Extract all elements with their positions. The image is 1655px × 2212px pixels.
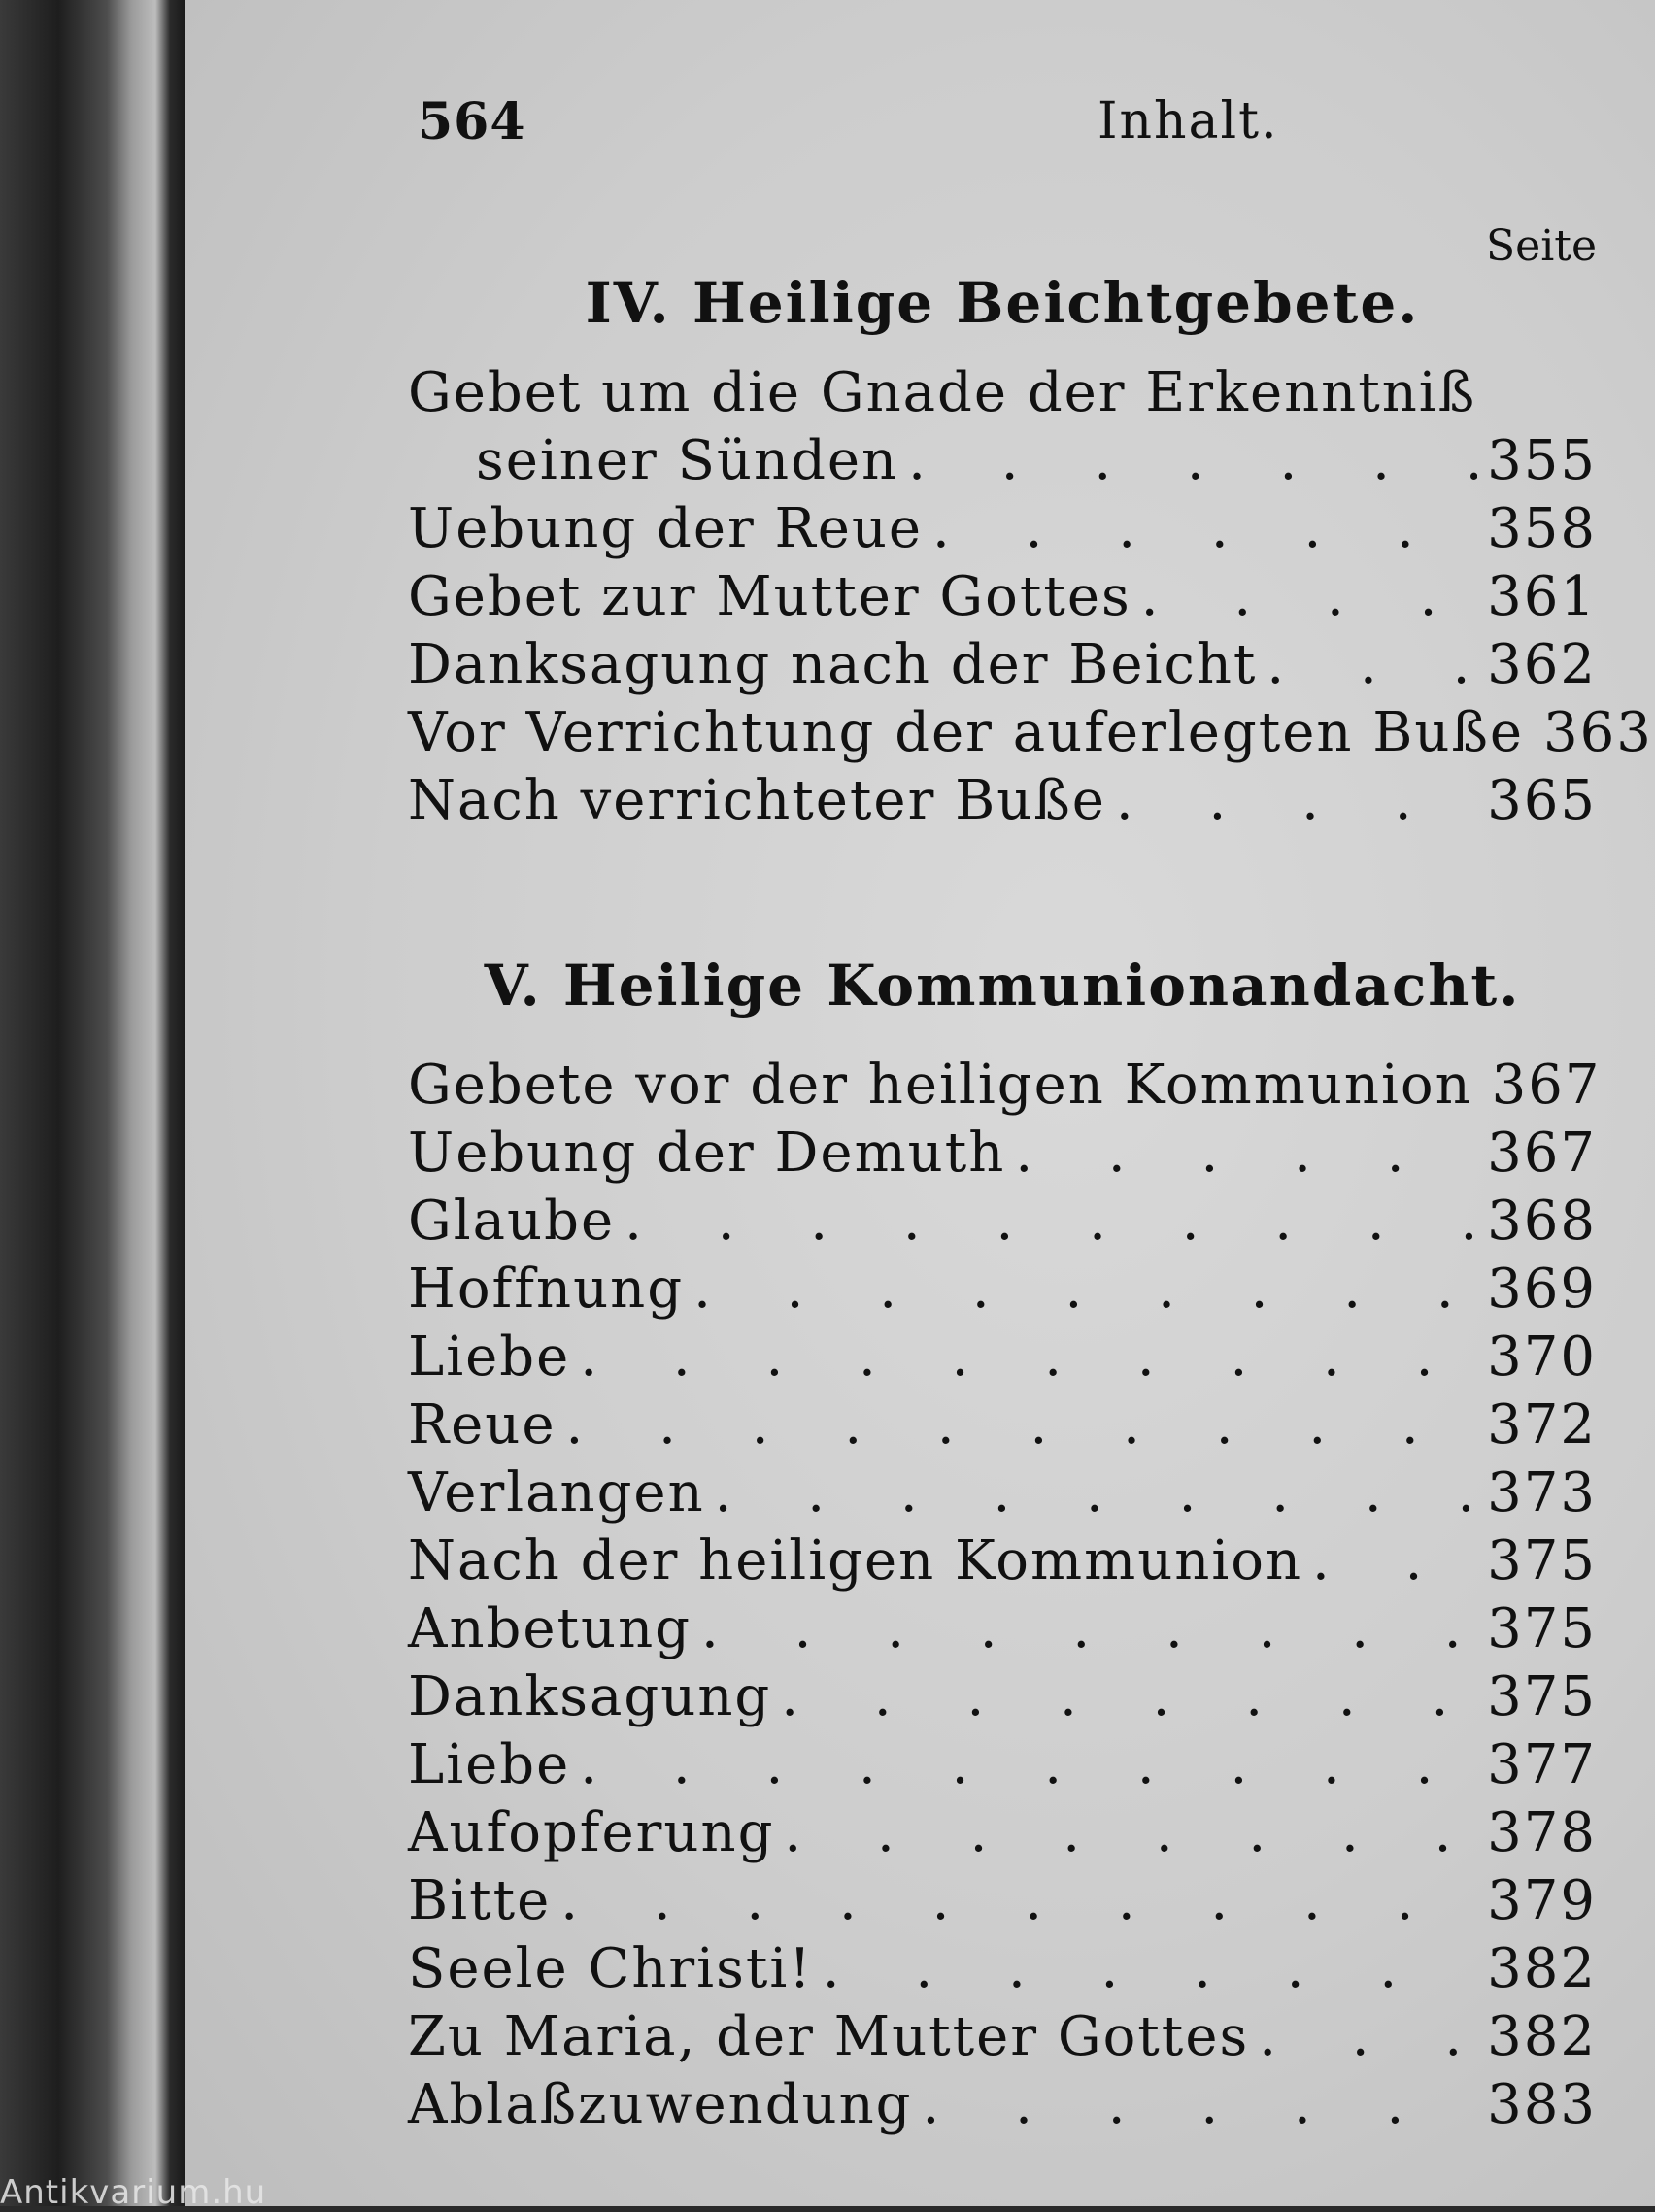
toc-entry [408,1935,1597,2003]
leader-dots [1116,767,1477,835]
toc-entry [408,359,1597,427]
toc-entry-page: 367 [1491,1054,1602,1117]
toc-entry [408,767,1597,835]
toc-entry-page: 373 [1487,1461,1597,1525]
leader-dots [1267,631,1477,699]
leader-dots [566,1391,1478,1459]
leader-dots [1312,1527,1477,1595]
toc-entry-text: Liebe [408,1325,571,1389]
leader-dots [784,1799,1477,1867]
toc-entry-text: Liebe [408,1733,571,1796]
leader-dots [580,1731,1477,1799]
toc-entry-page: 365 [1487,769,1597,832]
toc-entry-page: 383 [1487,2073,1597,2136]
toc-entry [408,1527,1597,1595]
toc-entry-text: Verlangen [408,1461,705,1525]
toc-entry-page: 375 [1487,1665,1597,1728]
toc-entry [408,1663,1597,1731]
toc-entry-text: Gebet um die Gnade der Erkenntniß [408,361,1477,424]
toc-entry-text: Nach der heiligen Kommunion [408,1529,1303,1592]
toc-entry-page: 378 [1487,1801,1597,1864]
toc-entry [408,1120,1597,1188]
leader-dots [715,1459,1477,1527]
running-header [418,92,1279,160]
toc-entry [408,1052,1602,1120]
toc-entry-text: Uebung der Reue [408,497,924,560]
toc-entry-text: Anbetung [408,1597,692,1660]
toc-entry-page: 370 [1487,1325,1597,1389]
toc-entry-page: 368 [1487,1190,1597,1253]
toc-entry [408,2071,1597,2139]
toc-entry-page: 367 [1487,1122,1597,1185]
toc-entry-page: 379 [1487,1869,1597,1932]
toc-entry-page: 375 [1487,1529,1597,1592]
toc-entry-text: Bitte [408,1869,552,1932]
page-column-label: Seite [1486,221,1597,271]
toc-entry-text: Glaube [408,1190,616,1253]
leader-dots [560,1867,1477,1935]
toc-entry [408,1256,1597,1324]
toc-entry [408,2003,1597,2071]
running-title: Inhalt. [1098,92,1279,151]
toc-entry-text: Gebet zur Mutter Gottes [408,565,1131,628]
leader-dots [693,1256,1477,1324]
book-binding [0,0,185,2206]
leader-dots [932,495,1477,563]
toc-section-v [408,947,1602,2139]
toc-entry [408,563,1597,631]
toc-entry-page: 377 [1487,1733,1597,1796]
leader-dots [580,1324,1477,1391]
section-title: V. Heilige Kommunionandacht. [484,953,1521,1019]
toc-entry-text: Reue [408,1393,557,1457]
toc-entry [408,495,1597,563]
toc-entry-text: Gebete vor der heiligen Kommunion [408,1054,1472,1117]
leader-dots [1141,563,1477,631]
toc-entry [408,1799,1597,1867]
toc-entry-text: Zu Maria, der Mutter Gottes [408,2005,1250,2068]
book-page [185,0,1655,2206]
toc-entry-text: Aufopferung [408,1801,775,1864]
leader-dots [823,1935,1477,2003]
toc-entry [408,1391,1597,1459]
toc-entry-page: 372 [1487,1393,1597,1457]
toc-entry-page: 369 [1487,1257,1597,1321]
toc-entry-page: 361 [1487,565,1597,628]
toc-entry-page: 358 [1487,497,1597,560]
leader-dots [781,1663,1477,1731]
leader-dots [1259,2003,1477,2071]
toc-entry-text: Hoffnung [408,1257,685,1321]
page-number: 564 [418,92,526,151]
toc-entry-page: 382 [1487,1937,1597,2000]
leader-dots [625,1188,1477,1256]
toc-entry-page: 375 [1487,1597,1597,1660]
toc-entry [408,699,1653,767]
leader-dots [923,2071,1478,2139]
toc-entry [408,1324,1597,1391]
toc-section-iv [408,264,1653,835]
leader-dots [908,427,1477,495]
toc-entry [408,427,1597,495]
toc-entry-text: Vor Verrichtung der auferlegten Buße [408,701,1525,764]
section-title: IV. Heilige Beichtgebete. [585,270,1420,336]
toc-entry [408,1459,1597,1527]
toc-entry-text: Uebung der Demuth [408,1122,1006,1185]
toc-entry-text: seiner Sünden [476,429,899,492]
toc-entry [408,1867,1597,1935]
toc-entry-text: Danksagung [408,1665,772,1728]
toc-entry-page: 363 [1543,701,1653,764]
toc-entry [408,1731,1597,1799]
toc-entry [408,1595,1597,1663]
toc-entry-text: Nach verrichteter Buße [408,769,1106,832]
toc-entry [408,631,1597,699]
leader-dots [1015,1120,1477,1188]
toc-entry-text: Seele Christi! [408,1937,813,2000]
leader-dots [701,1595,1477,1663]
toc-entry-page: 355 [1487,429,1597,492]
toc-entry-page: 362 [1487,633,1597,696]
toc-entry [408,1188,1597,1256]
toc-entry-text: Danksagung nach der Beicht [408,633,1258,696]
toc-entry-page: 382 [1487,2005,1597,2068]
toc-entry-text: Ablaßzuwendung [408,2073,913,2136]
watermark: Antikvarium.hu [0,2173,267,2212]
